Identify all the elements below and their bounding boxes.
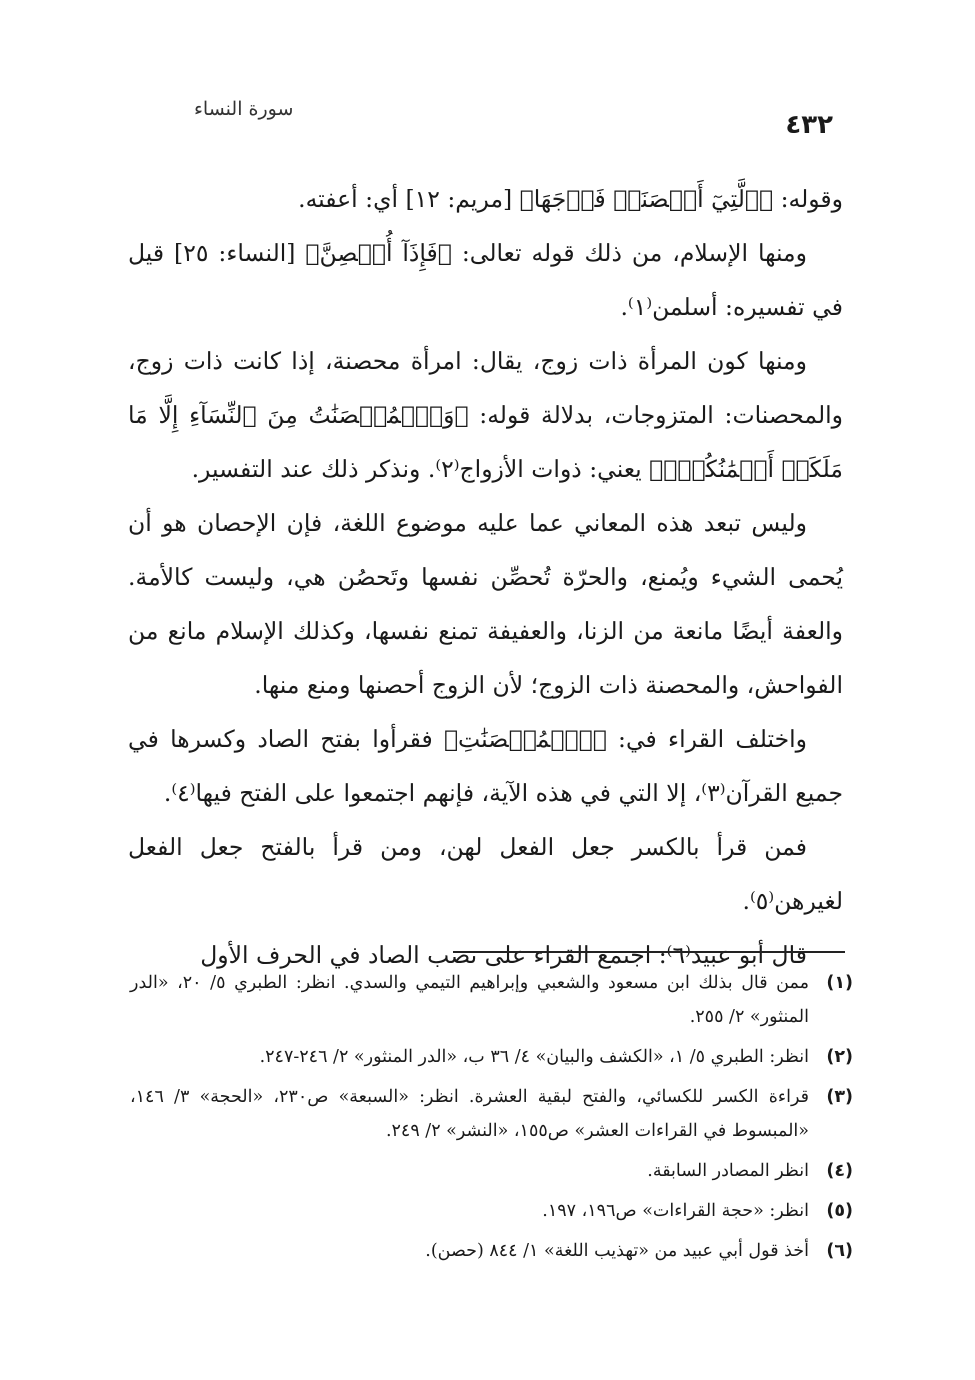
footnote-text: انظر: الطبري ٥/ ١، «الكشف والبيان» ٤/ ٣٦ ب، «الدر المنثور» ٢/ ٢٤٦-٢٤٧. (259, 1047, 809, 1067)
page-number: ٤٣٢ (785, 110, 833, 140)
footnote (130, 1154, 853, 1188)
paragraph: واختلف القراء في: ﴿ٱلۡمُحۡصَنَٰتِ﴾ فقرأوا بفتح الصاد وكسرها في جميع القرآن⁽٣⁾، إلا التي في هذه الآية، فإنهم اجتمعوا على الفتح فيها⁽٤⁾. (128, 725, 843, 807)
footnote-number: (٥) (826, 1201, 853, 1221)
footnote (130, 1194, 853, 1228)
footnote-text: انظر المصادر السابقة. (647, 1161, 809, 1181)
footnote (130, 1080, 853, 1148)
footnote (130, 1234, 853, 1268)
footnote-number: (١) (826, 973, 853, 993)
running-title: سورة النساء (194, 98, 294, 120)
footnotes (130, 966, 853, 1274)
paragraph: فمن قرأ بالكسر جعل الفعل لهن، ومن قرأ بالفتح جعل الفعل لغيرهن⁽٥⁾. (128, 833, 843, 915)
footnote-text: انظر: «حجة القراءات» ص١٩٦، ١٩٧. (542, 1201, 809, 1221)
footnote-number: (٦) (826, 1241, 853, 1261)
paragraph: ومنها الإسلام، من ذلك قوله تعالى: ﴿فَإِذَآ أُحۡصِنَّ﴾ [النساء: ٢٥] قيل في تفسيره: أسلمن⁽١⁾. (128, 239, 843, 321)
footnote-number: (٣) (826, 1087, 853, 1107)
footnote-text: قراءة الكسر للكسائي، والفتح لبقية العشرة. انظر: «السبعة» ص٢٣٠، «الحجة» ٣/ ١٤٦، «المبسوط في القراءات العشر» ص١٥٥، «النشر» ٢/ ٢٤٩. (130, 1087, 810, 1141)
paragraph: وليس تبعد هذه المعاني عما عليه موضوع اللغة، فإن الإحصان هو أن يُحمى الشيء ويُمنع، والحرّة تُحصِّن نفسها وتَحصُن هي، وليست كالأمة. والعفة أيضًا مانعة من الزنا، والعفيفة تمنع نفسها، وكذلك الإسلام مانع من الفواحش، والمحصنة ذات الزوج؛ لأن الزوج أحصنها ومنع منها. (128, 509, 843, 699)
main-text (128, 172, 843, 982)
footnote (130, 966, 853, 1034)
paragraph: ومنها كون المرأة ذات زوج، يقال: امرأة محصنة، إذا كانت ذات زوج، والمحصنات: المتزوجات، بدلالة قوله: ﴿وَٱلۡمُحۡصَنَٰتُ مِنَ ٱلنِّسَآءِ إِلَّا مَا مَلَكَتۡ أَيۡمَٰنُكُمۡۖ﴾ يعني: ذوات الأزواج⁽٢⁾. ونذكر ذلك عند التفسير. (128, 347, 843, 483)
footnote (130, 1040, 853, 1074)
paragraph: وقوله: ﴿ٱلَّتِيٓ أَحۡصَنَتۡ فَرۡجَهَا﴾ [مريم: ١٢] أي: أعفته. (298, 185, 843, 213)
footnote-text: ممن قال بذلك ابن مسعود والشعبي وإبراهيم التيمي والسدي. انظر: الطبري ٥/ ٢٠، «الدر المنثور» ٢/ ٢٥٥. (130, 973, 809, 1027)
page-header (142, 92, 833, 142)
footnote-number: (٤) (826, 1161, 853, 1181)
footnote-divider (453, 951, 845, 953)
footnote-number: (٢) (826, 1047, 853, 1067)
paragraph: قال أبو عبيد⁽٦⁾: اجتمع القراء على نصب الصاد في الحرف الأول (200, 941, 807, 969)
footnote-text: أخذ قول أبي عبيد من «تهذيب اللغة» ١/ ٨٤٤ (حصن). (425, 1241, 809, 1261)
